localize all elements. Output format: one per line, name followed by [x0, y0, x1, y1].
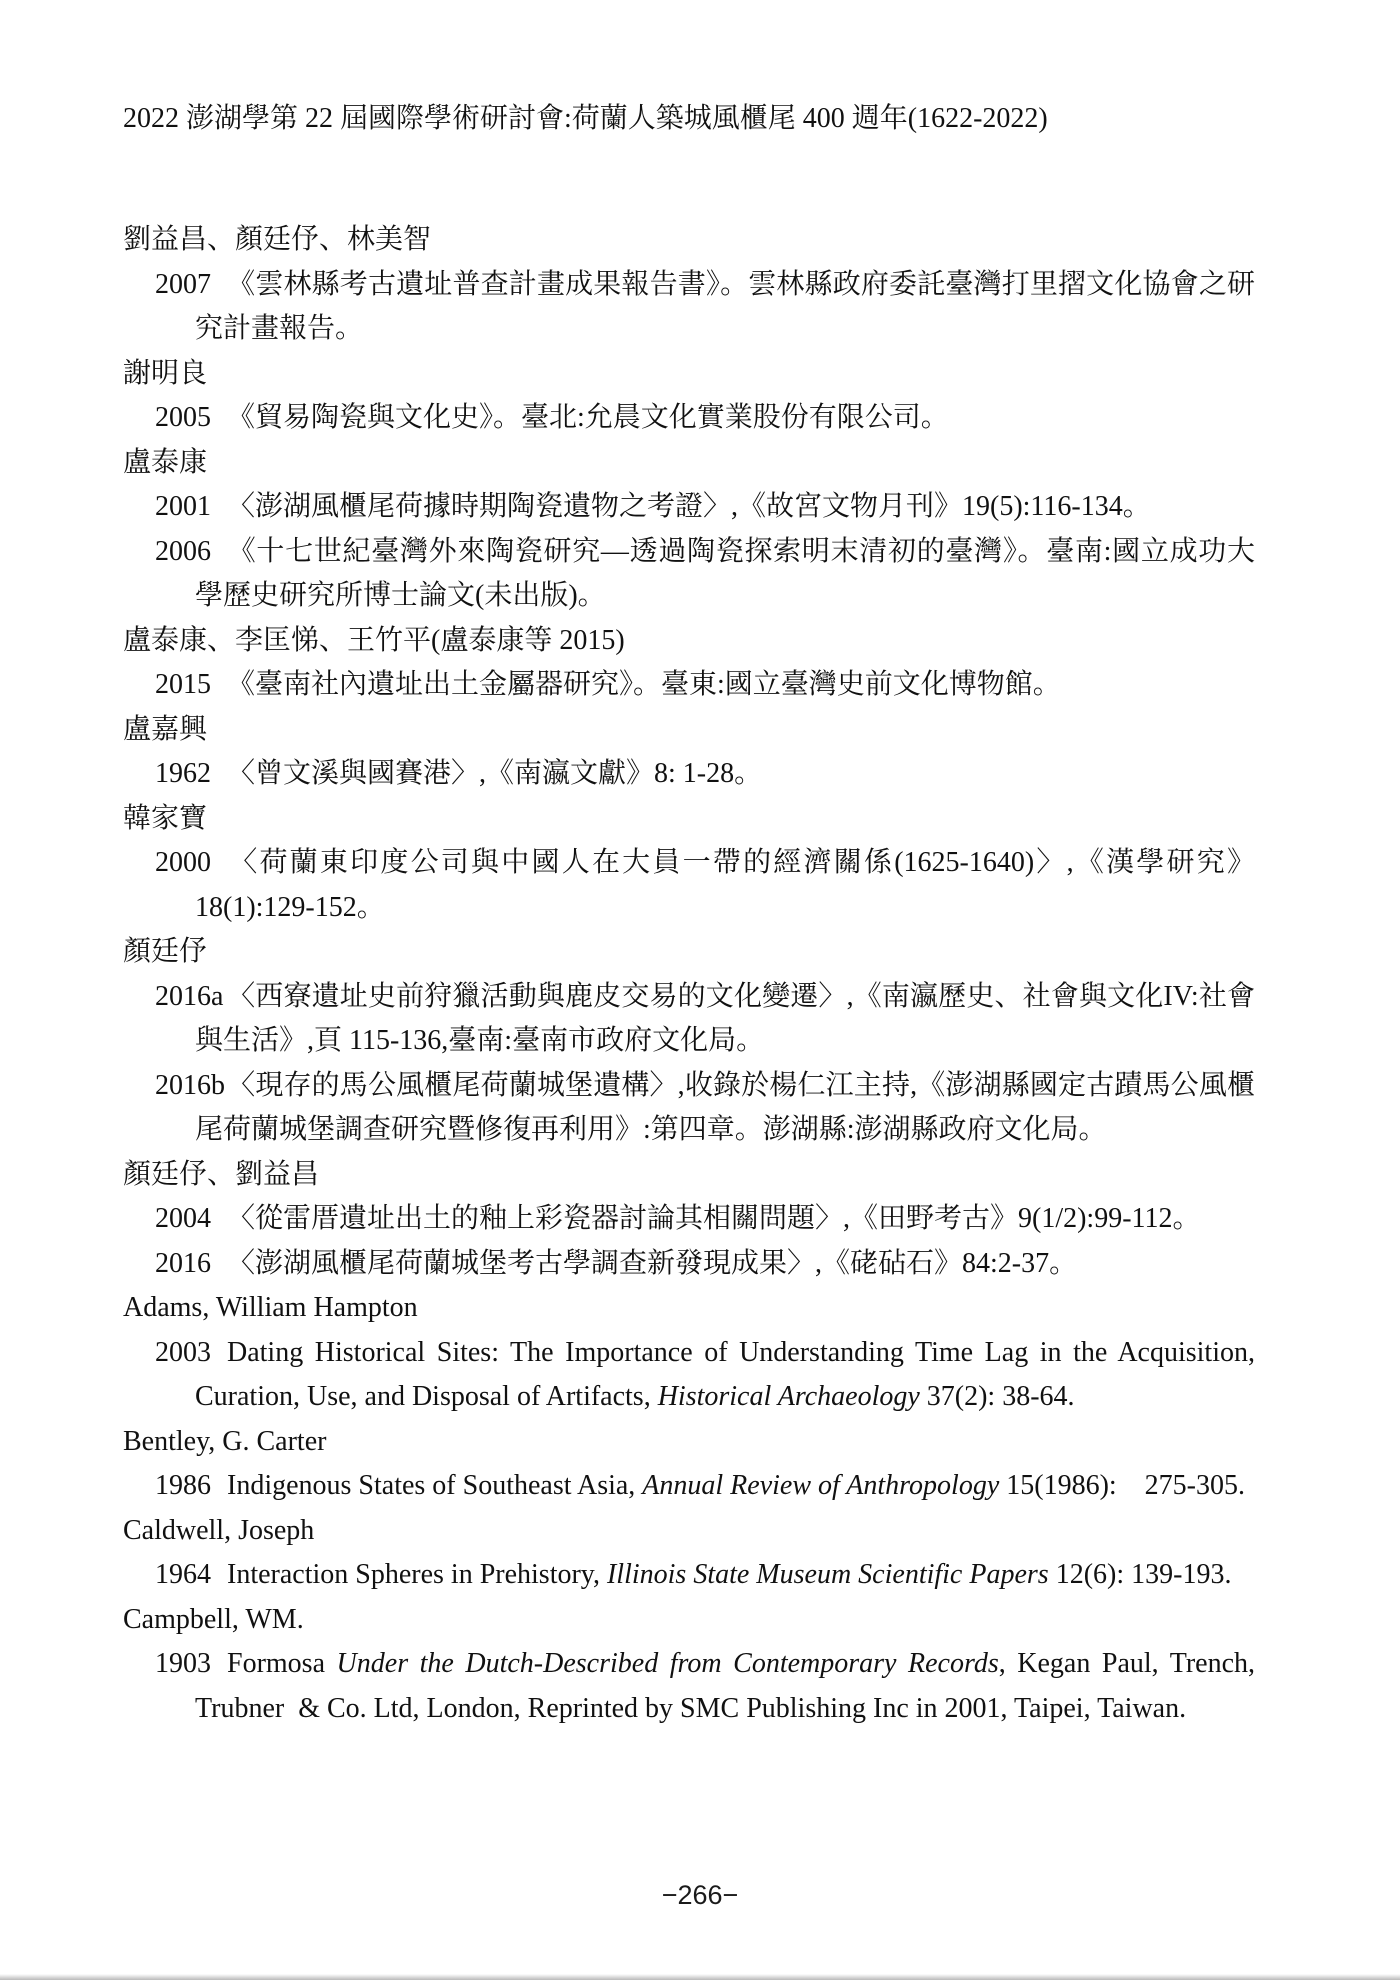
entry-year: 2004 — [155, 1203, 211, 1234]
entry-authors: Campbell, WM. — [123, 1603, 304, 1635]
entry-text: 《貿易陶瓷與文化史》。臺北:允晨文化實業股份有限公司。 — [227, 402, 949, 433]
bibliography — [123, 218, 1255, 1731]
entry-year: 2016 — [155, 1247, 211, 1279]
entry-year: 1964 — [155, 1559, 211, 1590]
bibliography-entry — [123, 1420, 1255, 1509]
page-number: −266− — [661, 1880, 739, 1910]
scan-edge-artifact — [0, 1974, 1400, 1980]
entry-authors: 韓家寶 — [123, 802, 208, 834]
entry-year: 2016b — [155, 1069, 225, 1101]
bibliography-entry — [123, 1598, 1255, 1732]
reference — [123, 752, 1255, 797]
entry-authors: 劉益昌、顏廷伃、林美智 — [123, 224, 432, 255]
reference — [123, 1064, 1255, 1153]
reference — [123, 1464, 1255, 1509]
entry-text: 〈西寮遺址史前狩獵活動與鹿皮交易的文化變遷〉,《南瀛歷史、社會與文化IV:社會與生活》,頁 115-136,臺南:臺南市政府文化局。 — [195, 980, 1255, 1056]
entry-year: 2005 — [155, 402, 211, 433]
entry-text: Dating Historical Sites: The Importance of Understanding Time Lag in the Acquisition, Curation, Use, and Disposal of Artifacts, Historical Archaeology 37(2): 38-64. — [195, 1336, 1255, 1412]
reference — [123, 530, 1255, 619]
entry-authors: 盧泰康 — [123, 446, 208, 478]
entry-authors: 盧嘉興 — [123, 713, 208, 745]
entry-year: 1986 — [155, 1470, 211, 1501]
bibliography-entry — [123, 797, 1255, 931]
entry-authors: 盧泰康、李匡悌、王竹平(盧泰康等 2015) — [123, 624, 625, 656]
reference — [123, 396, 1255, 441]
entry-year: 2003 — [155, 1336, 211, 1368]
entry-year: 2015 — [155, 669, 211, 700]
entry-text: 〈澎湖風櫃尾荷蘭城堡考古學調查新發現成果〉,《硓砧石》84:2-37。 — [227, 1247, 1078, 1279]
bibliography-entry — [123, 619, 1255, 708]
reference — [123, 485, 1255, 530]
entry-authors: Adams, William Hampton — [123, 1292, 418, 1323]
entry-year: 2007 — [155, 268, 211, 300]
bibliography-entry — [123, 441, 1255, 619]
page-header: 2022 澎湖學第 22 屆國際學術研討會:荷蘭人築城風櫃尾 400 週年(1622-2022) — [123, 103, 1048, 134]
entry-year: 2001 — [155, 491, 211, 522]
entry-year: 2016a — [155, 980, 224, 1012]
entry-authors: 謝明良 — [123, 357, 208, 389]
reference — [123, 1642, 1255, 1731]
entry-year: 1962 — [155, 758, 211, 789]
bibliography-entry — [123, 218, 1255, 352]
reference — [123, 975, 1255, 1064]
reference — [123, 1331, 1255, 1420]
bibliography-entry — [123, 930, 1255, 1153]
entry-authors: 顏廷伃 — [123, 936, 208, 967]
reference — [123, 263, 1255, 352]
entry-text: 《臺南社內遺址出土金屬器研究》。臺東:國立臺灣史前文化博物館。 — [227, 669, 1061, 700]
reference — [123, 663, 1255, 708]
entry-year: 2000 — [155, 847, 211, 878]
entry-text: 《雲林縣考古遺址普查計畫成果報告書》。雲林縣政府委託臺灣打里摺文化協會之研究計畫報告。 — [195, 268, 1255, 344]
reference — [123, 1197, 1255, 1242]
entry-text: 〈曾文溪與國賽港〉,《南瀛文獻》8: 1-28。 — [227, 758, 763, 789]
entry-year: 1903 — [155, 1648, 211, 1679]
entry-text: 〈現存的馬公風櫃尾荷蘭城堡遺構〉,收錄於楊仁江主持,《澎湖縣國定古蹟馬公風櫃尾荷蘭城堡調查研究暨修復再利用》:第四章。澎湖縣:澎湖縣政府文化局。 — [195, 1069, 1255, 1145]
entry-text: 〈荷蘭東印度公司與中國人在大員一帶的經濟關係(1625-1640)〉,《漢學研究》18(1):129-152。 — [195, 847, 1255, 923]
entry-authors: 顏廷伃、劉益昌 — [123, 1158, 320, 1190]
entry-year: 2006 — [155, 535, 211, 567]
entry-text: Interaction Spheres in Prehistory, Illinois State Museum Scientific Papers 12(6): 139-193. — [227, 1559, 1232, 1590]
entry-text: Formosa Under the Dutch-Described from Contemporary Records, Kegan Paul, Trench, Trubner & Co. Ltd, London, Reprinted by SMC Publishing Inc in 2001, Taipei, Taiwan. — [195, 1648, 1256, 1724]
entry-text: 《十七世紀臺灣外來陶瓷研究—透過陶瓷探索明末清初的臺灣》。臺南:國立成功大學歷史研究所博士論文(未出版)。 — [195, 535, 1255, 611]
entry-text: Indigenous States of Southeast Asia, Annual Review of Anthropology 15(1986): 275-305. — [227, 1470, 1246, 1501]
reference — [123, 1242, 1255, 1287]
bibliography-entry — [123, 1153, 1255, 1287]
bibliography-entry — [123, 1509, 1255, 1598]
reference — [123, 841, 1255, 930]
entry-text: 〈從雷厝遺址出土的釉上彩瓷器討論其相關問題〉,《田野考古》9(1/2):99-112。 — [227, 1203, 1201, 1234]
bibliography-entry — [123, 708, 1255, 797]
bibliography-entry — [123, 1286, 1255, 1420]
reference — [123, 1553, 1255, 1598]
entry-authors: Caldwell, Joseph — [123, 1514, 315, 1546]
entry-authors: Bentley, G. Carter — [123, 1425, 327, 1457]
entry-text: 〈澎湖風櫃尾荷據時期陶瓷遺物之考證〉,《故宮文物月刊》19(5):116-134。 — [227, 491, 1151, 522]
bibliography-entry — [123, 352, 1255, 441]
